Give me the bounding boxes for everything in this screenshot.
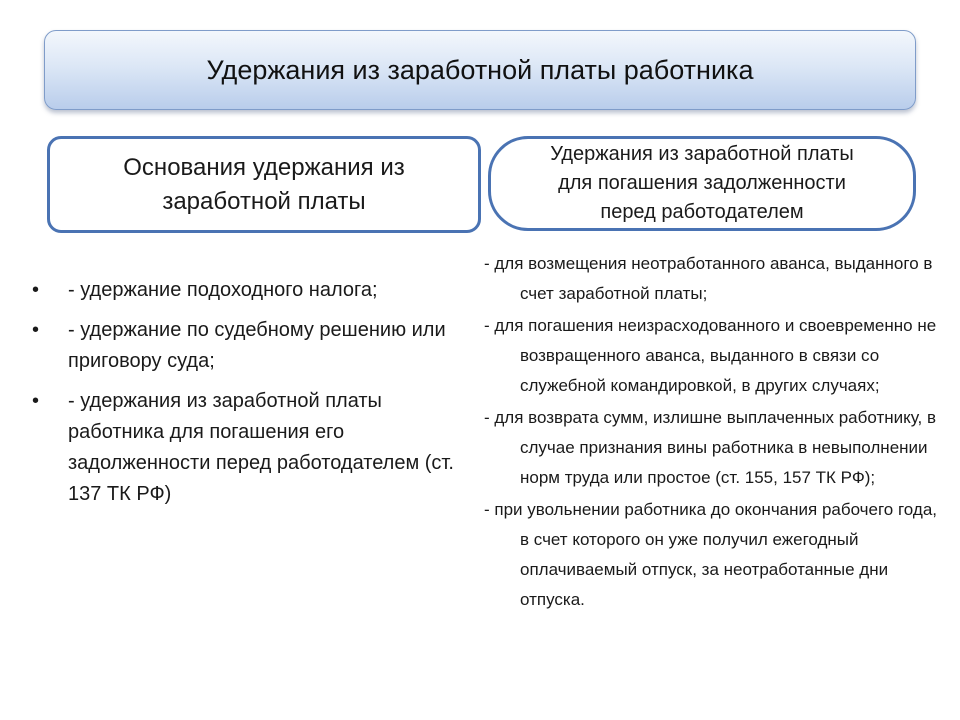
list-item (32, 275, 462, 306)
list-item-text: - удержание подоходного налога; (68, 279, 378, 301)
grounds-list (32, 275, 462, 519)
grounds-box-label: Основания удержания из заработной платы (123, 153, 405, 215)
grounds-box (47, 136, 481, 233)
bullet-icon: • (32, 319, 40, 341)
page-title: Удержания из заработной платы работника (206, 54, 754, 85)
employer-debt-list (484, 249, 944, 617)
bullet-icon: • (32, 279, 40, 301)
list-item: - для возмещения неотработанного аванса, выданного в счет заработной платы; (484, 254, 933, 303)
list-item: - для возврата сумм, излишне выплаченных работнику, в случае признания вины работника в невыполнении норм труда или простое (ст. 155, 157 ТК РФ); (484, 408, 937, 487)
list-item-text: - удержание по судебному решению или приговору суда; (68, 319, 446, 372)
title-banner (44, 30, 916, 110)
list-item (32, 315, 462, 377)
list-item (32, 386, 462, 510)
list-item-text: - удержания из заработной платы работника для погашения его задолженности перед работодателем (ст. 137 ТК РФ) (68, 390, 454, 505)
list-item: - при увольнении работника до окончания рабочего года, в счет которого он уже получил ежегодный оплачиваемый отпуск, за неотработанные дни отпуска. (484, 500, 937, 609)
bullet-icon: • (32, 390, 40, 412)
employer-debt-box-label: Удержания из заработной платы для погашения задолженности перед работодателем (550, 143, 854, 223)
list-item: - для погашения неизрасходованного и своевременно не возвращенного аванса, выданного в связи со служебной командировкой, в других случаях; (484, 316, 937, 395)
employer-debt-box (488, 136, 916, 231)
